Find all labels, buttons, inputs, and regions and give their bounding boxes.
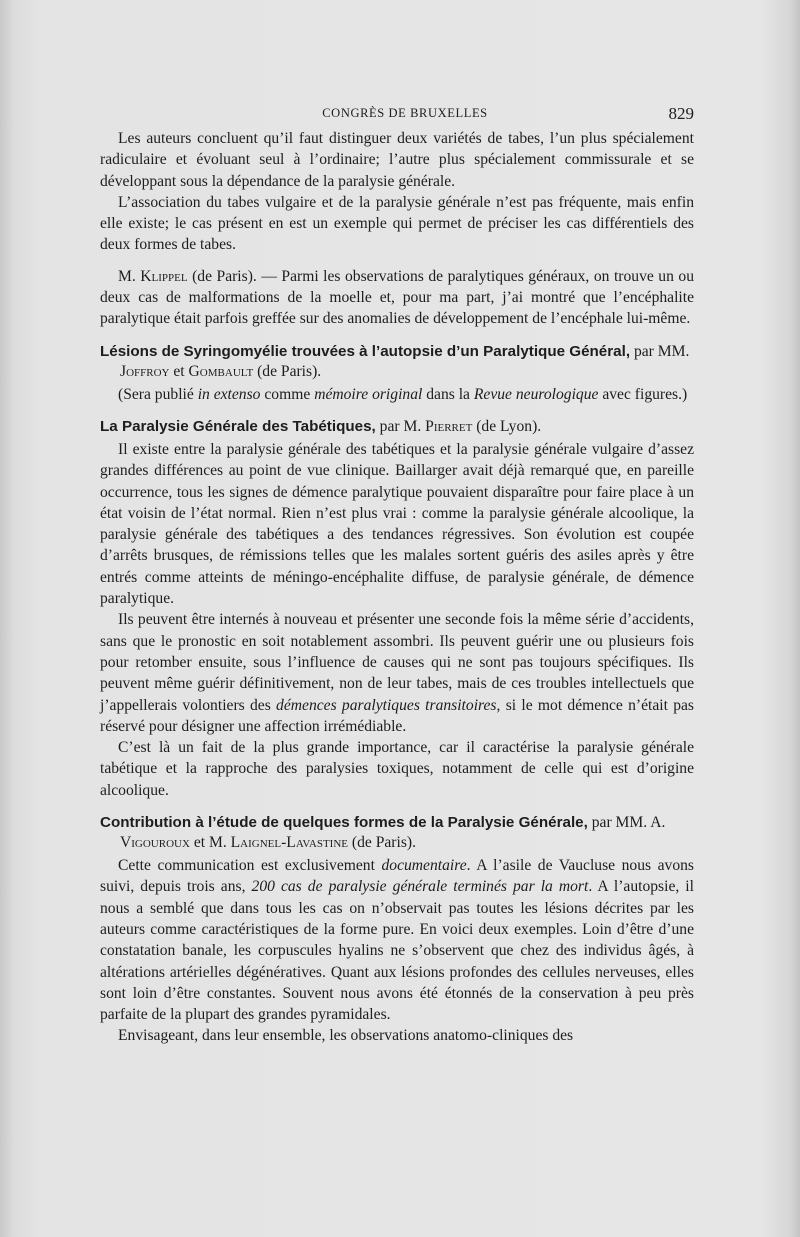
paragraph — [100, 609, 694, 737]
paragraph: Envisageant, dans leur ensemble, les observations anatomo-cliniques des — [118, 1027, 574, 1045]
note-italic: mémoire original — [314, 385, 423, 403]
note-text: comme — [260, 385, 315, 403]
paragraph-text: . A l’asile de Vaucluse nous avons suivi, depuis trois ans, — [100, 857, 694, 896]
paragraph — [100, 266, 694, 330]
note-text: (Sera publié — [118, 385, 198, 403]
publication-note — [100, 384, 694, 405]
section-heading — [100, 813, 694, 853]
author-name: Vigouroux — [120, 834, 190, 852]
italic-term: 200 cas de paralysie générale terminés par la mort — [251, 878, 589, 896]
authors-text: (de Paris). — [253, 362, 322, 380]
authors-text: et — [169, 362, 189, 380]
paragraph-text: , si le mot démence n’était pas réservé pour désigner une affection irrémédiable. — [100, 696, 694, 735]
author-name: Laignel-Lavastine — [230, 834, 348, 852]
note-text: dans la — [422, 385, 474, 403]
paragraph-text: (de Paris). — Parmi les observations de paralytiques généraux, on trouve un ou deux cas de malformations de la moelle et, pour ma part, j’ai montré que l’encéphalite paralytique était parfois greffée sur des anomalies de développement de l’encéphale lui-même. — [100, 267, 694, 328]
paragraph: L’association du tabes vulgaire et de la paralysie générale n’est pas fréquente, mais enfin elle existe; le cas présent en est un exemple qui permet de préciser les cas différentiels des deux formes de tabes. — [100, 193, 694, 254]
italic-term: démences paralytiques transitoires — [276, 696, 497, 714]
authors-text: par MM. A. — [587, 814, 666, 832]
paragraph — [100, 855, 694, 1025]
paragraph: C’est là un fait de la plus grande importance, car il caractérise la paralysie générale tabétique et la rapproche des paralysies toxiques, notamment de celle qui est d’origine alcoolique. — [100, 739, 694, 799]
author-name: Pierret — [425, 417, 473, 435]
page-number: 829 — [668, 104, 694, 123]
paragraph: Il existe entre la paralysie générale des tabétiques et la paralysie générale vulgaire d’assez grandes différences au point de vue clinique. Baillarger avait déjà remarqué que, en pareille occurrence, tous les signes de démence paralytique pouvaient disparaître pour faire place à un état voisin de l’état normal. Rien n’est plus vrai : comme la paralysie générale alcoolique, la paralysie générale des tabétiques a des tendances régressives. Son évolution est coupée d’arrêts brusques, de rémissions telles que les malales sortent guéris des asiles après y être entrés comme atteints de méningo-encéphalite diffuse, de paralysie générale, de démence paralytique. — [100, 440, 694, 608]
page-header — [116, 104, 694, 126]
running-title: CONGRÈS DE BRUXELLES — [322, 106, 488, 120]
author-name: Joffroy — [120, 362, 170, 380]
section-heading — [100, 342, 694, 382]
speaker-name: M. Klippel — [118, 267, 188, 285]
journal-name: Revue neurologique — [473, 385, 599, 403]
authors-text: (de Paris). — [348, 834, 416, 852]
paragraph: Les auteurs concluent qu’il faut distinguer deux variétés de tabes, l’un plus spécialement radiculaire et évoluant seul à l’ordinaire; l’autre plus spécialement commissurale et se développant sous la dépendance de la paralysie générale. — [100, 130, 694, 190]
authors-text: et M. — [189, 834, 231, 852]
section-heading — [100, 417, 694, 437]
authors-text: par M. — [375, 417, 426, 435]
italic-term: documentaire — [381, 857, 467, 875]
authors-text: par MM. — [630, 342, 690, 360]
section-title: Lésions de Syringomyélie trouvées à l’autopsie d’un Paralytique Général, — [100, 342, 631, 360]
page-body — [100, 128, 694, 1047]
authors-text: (de Lyon). — [472, 417, 542, 435]
paragraph-text: . A l’autopsie, il nous a semblé que dans tous les cas on n’observait pas toutes les lésions décrites par les auteurs comme caractéristiques de la forme pure. En voici deux exemples. Loin d’être d’une constatation banale, les corpuscules hyalins ne s’observent que chez des individus âgés, à altérations artérielles dégénératives. Quant aux lésions profondes des cellules nerveuses, elles sont loin d’être constantes. Souvent nous avons été étonnés de la conservation à peu près parfaite de la plupart des grandes pyramidales. — [100, 878, 694, 1024]
author-name: Gombault — [188, 362, 254, 380]
paragraph-text: Ils peuvent être internés à nouveau et présenter une seconde fois la même série d’accidents, sans que le pronostic en soit notablement assombri. Ils peuvent guérir une ou plusieurs fois pour retomber ensuite, sous l’influence de causes qui ne sont pas toujours spécifiques. Ils peuvent même guérir définitivement, non de leur tabes, mais de ces troubles intellectuels que j’appellerais volontiers des — [100, 611, 694, 714]
section-title: La Paralysie Générale des Tabétiques, — [100, 417, 376, 435]
paragraph-text: Cette communication est exclusivement — [118, 857, 382, 875]
note-text: avec figures.) — [598, 385, 688, 403]
section-title: Contribution à l’étude de quelques formes de la Paralysie Générale, — [100, 814, 588, 832]
note-italic: in extenso — [197, 385, 261, 403]
